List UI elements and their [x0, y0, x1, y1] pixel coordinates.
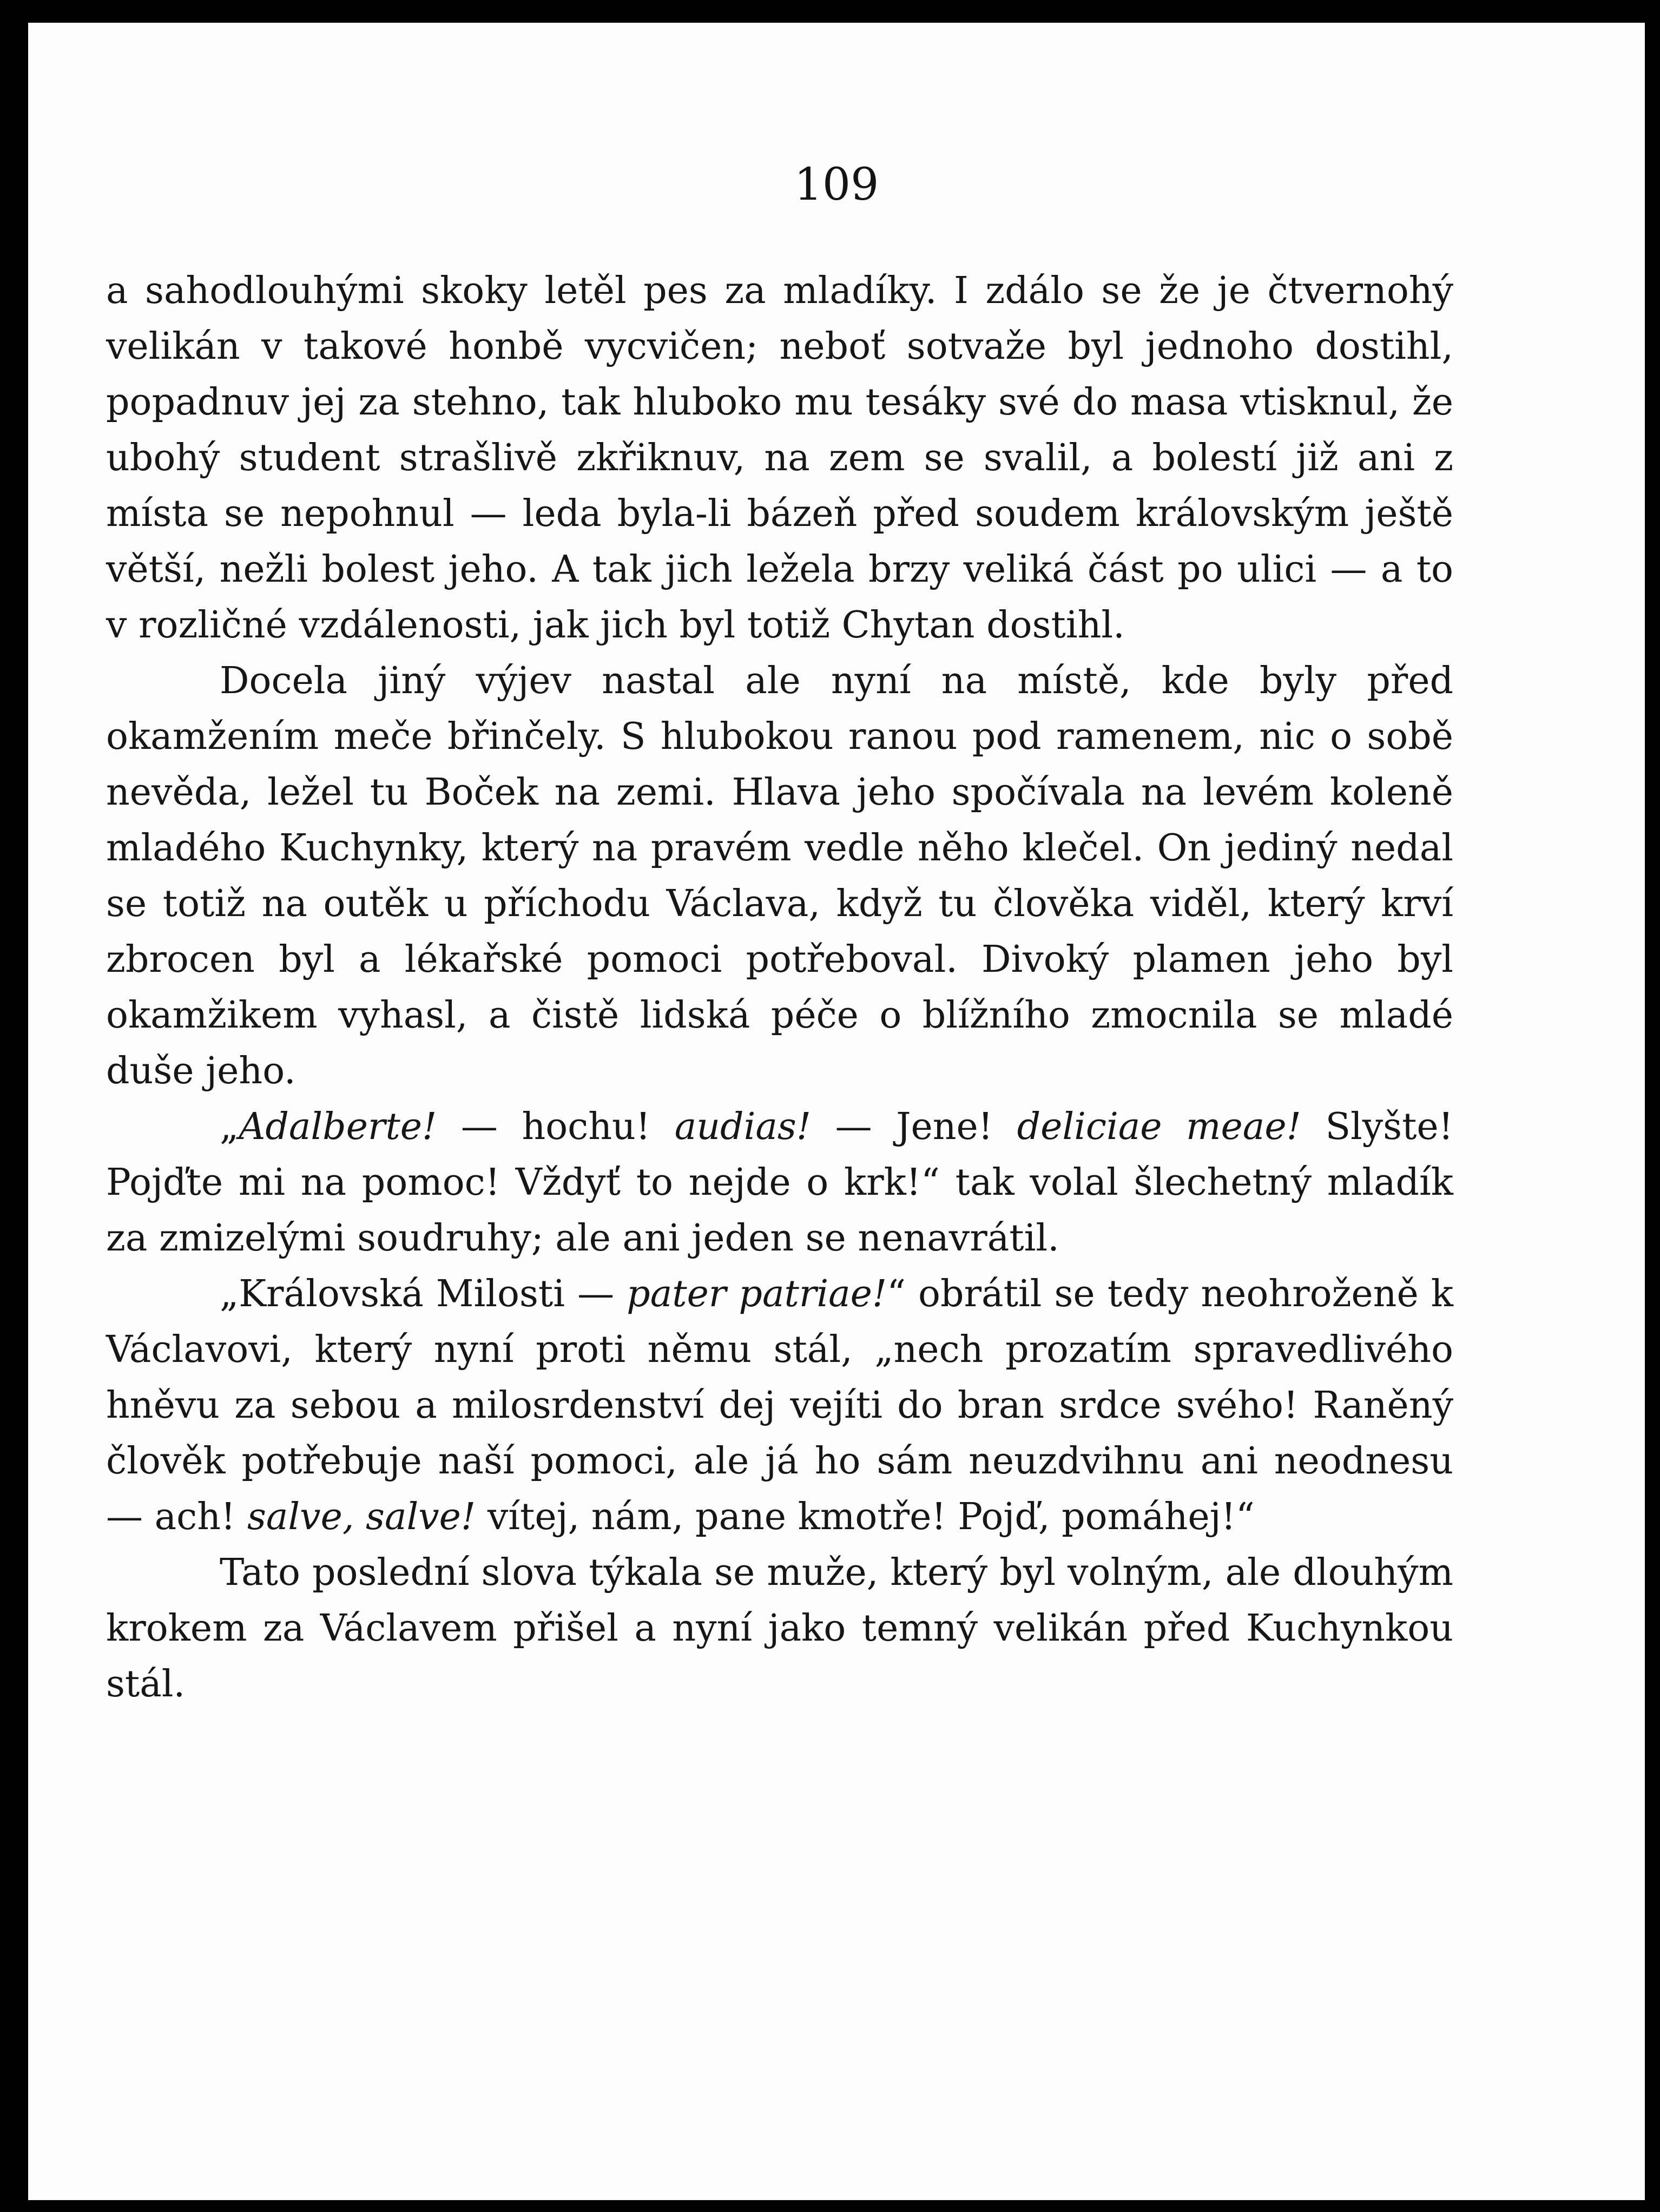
paragraph — [106, 263, 1453, 653]
italic-phrase: deliciae meae! — [1017, 1105, 1301, 1148]
text-run: vítej, nám, pane kmotře! Pojď, pomáhej!“ — [476, 1496, 1255, 1538]
text-run: Slyšte! Pojďte mi na pomoc! Vždyť to nejde o krk!“ tak volal šlechetný mladík za zmizelými soudruhy; ale ani jeden se nenavrátil. — [106, 1105, 1453, 1260]
paragraph — [106, 1545, 1453, 1712]
text-run: „ — [220, 1105, 239, 1148]
text-run: Docela jiný výjev nastal ale nyní na místě, kde byly před okamžením meče břinčely. S hlubokou ranou pod ramenem, nic o sobě nevěda, ležel tu Boček na zemi. Hlava jeho spočívala na levém koleně mladého Kuchynky, který na pravém vedle něho klečel. On jediný nedal se totiž na outěk u příchodu Václava, když tu člověka viděl, který krví zbrocen byl a lékařské pomoci potřeboval. Divoký plamen jeho byl okamžikem vyhasl, a čistě lidská péče o blížního zmocnila se mladé duše jeho. — [106, 660, 1453, 1092]
text-run: — Jene! — [811, 1105, 1017, 1148]
text-run: a sahodlouhými skoky letěl pes za mladíky. I zdálo se že je čtvernohý velikán v takové honbě vycvičen; neboť sotvaže byl jednoho dostihl, popadnuv jej za stehno, tak hluboko mu tesáky své do masa vtisknul, že ubohý student strašlivě zkřiknuv, na zem se svalil, a bolestí již ani z místa se nepohnul — leda byla-li bázeň před soudem královským ještě větší, nežli bolest jeho. A tak jich ležela brzy veliká část po ulici — a to v rozličné vzdálenosti, jak jich byl totiž Chytan dostihl. — [106, 269, 1453, 647]
italic-phrase: Adalberte! — [239, 1105, 437, 1148]
text-run: „Královská Milosti — — [220, 1273, 627, 1315]
text-run: — hochu! — [437, 1105, 675, 1148]
italic-phrase: audias! — [674, 1105, 812, 1148]
paragraph — [106, 1266, 1453, 1545]
page-number: 109 — [794, 159, 879, 210]
paragraph — [106, 1099, 1453, 1266]
text-run: Tato poslední slova týkala se muže, který byl volným, ale dlouhým krokem za Václavem přišel a nyní jako temný velikán před Kuchynkou stál. — [106, 1551, 1453, 1706]
paragraph — [106, 653, 1453, 1099]
text-run: “ obrátil se tedy neohroženě k Václavovi, který nyní proti němu stál, „nech prozatím spravedlivého hněvu za sebou a milosrdenství dej vejíti do bran srdce svého! Raněný člověk potřebuje naší pomoci, ale já ho sám neuzdvihnu ani neodnesu — ach! — [106, 1273, 1453, 1538]
italic-phrase: salve, salve! — [247, 1496, 476, 1538]
body-text — [106, 263, 1453, 1712]
book-page — [28, 23, 1645, 2200]
italic-phrase: pater patriae! — [627, 1273, 887, 1315]
